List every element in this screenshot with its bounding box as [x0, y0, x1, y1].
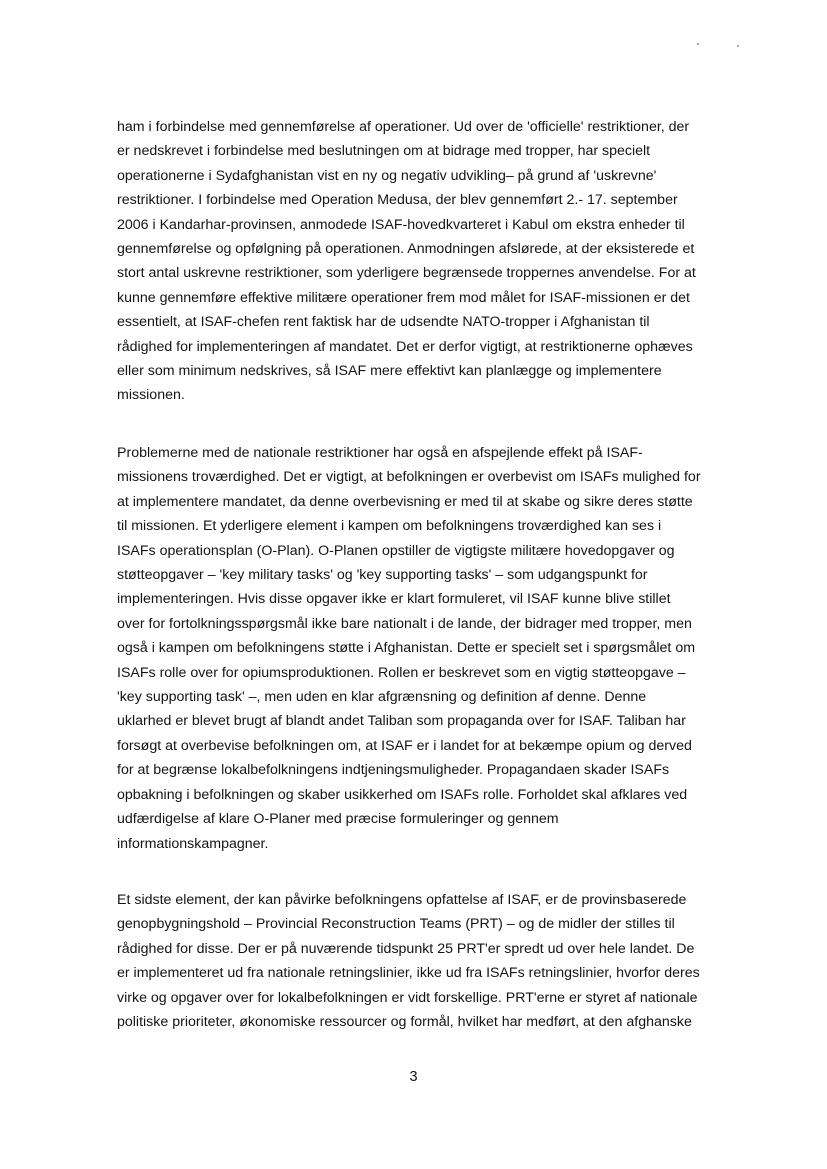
text-line: også i kampen om befolkningens støtte i Afghanistan. Dette er specielt set i spørgsmålet om: [117, 640, 696, 657]
text-line: rådighed for implementeringen af mandatet. Det er derfor vigtigt, at restriktionerne ophæves: [117, 338, 693, 355]
text-line: genopbygningshold – Provincial Reconstruction Teams (PRT) – og de midler der stilles til: [117, 916, 675, 933]
text-line: restriktioner. I forbindelse med Operation Medusa, der blev gennemført 2.- 17. september: [117, 192, 678, 209]
text-line: 2006 i Kandarhar-provinsen, anmodede ISAF-hovedkvarteret i Kabul om ekstra enheder til: [117, 216, 685, 233]
text-line: stort antal uskrevne restriktioner, som yderligere begrænsede troppernes anvendelse. For at: [117, 265, 696, 282]
text-line: rådighed for disse. Der er på nuværende tidspunkt 25 PRT'er spredt ud over hele landet. De: [117, 940, 695, 957]
text-line: implementeringen. Hvis disse opgaver ikke er klart formuleret, vil ISAF kunne blive stillet: [117, 591, 671, 608]
text-line: 'key supporting task' –, men uden en klar afgrænsning og definition af denne. Denne: [117, 689, 647, 706]
scan-speck: [697, 43, 699, 45]
text-line: Et sidste element, der kan påvirke befolkningens opfattelse af ISAF, er de provinsbaserede: [117, 892, 687, 908]
text-line: essentielt, at ISAF-chefen rent faktisk har de udsendte NATO-tropper i Afghanistan til: [117, 314, 650, 331]
text-line: ISAFs operationsplan (O-Plan). O-Planen opstiller de vigtigste militære hovedopgaver og: [117, 542, 675, 559]
text-line: operationerne i Sydafghanistan vist en ny og negativ udvikling– på grund af 'uskrevne': [117, 167, 657, 184]
text-line: ham i forbindelse med gennemførelse af operationer. Ud over de 'officielle' restriktioner, der: [117, 119, 690, 135]
text-line: missionens troværdighed. Det er vigtigt, at befolkningen er overbevist om ISAFs mulighed for: [117, 469, 701, 486]
text-line: opbakning i befolkningen og skaber usikkerhed om ISAFs rolle. Forholdet skal afklares ved: [117, 786, 688, 803]
text-line: missionen.: [117, 387, 185, 404]
text-line: virke og opgaver over for lokalbefolkningen er vidt forskellige. PRT'erne er styret af nationale: [117, 989, 698, 1006]
text-line: uklarhed er blevet brugt af blandt andet Taliban som propaganda over for ISAF. Taliban har: [117, 713, 686, 730]
paragraph-1: [117, 115, 718, 408]
paragraph-2: [117, 441, 718, 856]
text-line: udfærdigelse af klare O-Planer med præcise formuleringer og gennem: [117, 811, 559, 828]
text-line: kunne gennemføre effektive militære operationer frem mod målet for ISAF-missionen er det: [117, 289, 691, 306]
text-line: informationskampagner.: [117, 835, 269, 852]
text-line: eller som minimum nedskrives, så ISAF mere effektivt kan planlægge og implementere: [117, 363, 662, 380]
text-line: er implementeret ud fra nationale retningslinier, ikke ud fra ISAFs retningslinier, hvorfor deres: [117, 965, 700, 982]
text-line: ISAFs rolle over for opiumsproduktionen. Rollen er beskrevet som en vigtig støtteopgave –: [117, 664, 686, 681]
text-line: er nedskrevet i forbindelse med beslutningen om at bidrage med tropper, har specielt: [117, 143, 651, 160]
text-line: gennemførelse og opfølgning på operationen. Anmodningen afslørede, at der eksisterede et: [117, 241, 695, 258]
text-line: støtteopgaver – 'key military tasks' og 'key supporting tasks' – som udgangspunkt for: [117, 567, 648, 584]
text-line: til missionen. Et yderligere element i kampen om befolkningens troværdighed kan ses i: [117, 518, 662, 535]
text-line: politiske prioriteter, økonomiske ressourcer og formål, hvilket har medført, at den afghanske: [117, 1014, 692, 1031]
paragraph-3: [117, 888, 718, 1034]
text-line: Problemerne med de nationale restriktioner har også en afspejlende effekt på ISAF-: [117, 445, 643, 461]
text-line: for at begrænse lokalbefolkningens indtjeningsmuligheder. Propagandaen skader ISAFs: [117, 762, 670, 779]
scan-speck: [737, 45, 739, 47]
text-line: over for fortolkningsspørgsmål ikke bare nationalt i de lande, der bidrager med tropper, men: [117, 615, 692, 632]
text-line: forsøgt at overbevise befolkningen om, at ISAF er i landet for at bekæmpe opium og derved: [117, 737, 692, 754]
page-number: 3: [409, 1069, 418, 1085]
text-line: at implementere mandatet, da denne overbevisning er med til at skabe og sikre deres støtte: [117, 493, 693, 510]
